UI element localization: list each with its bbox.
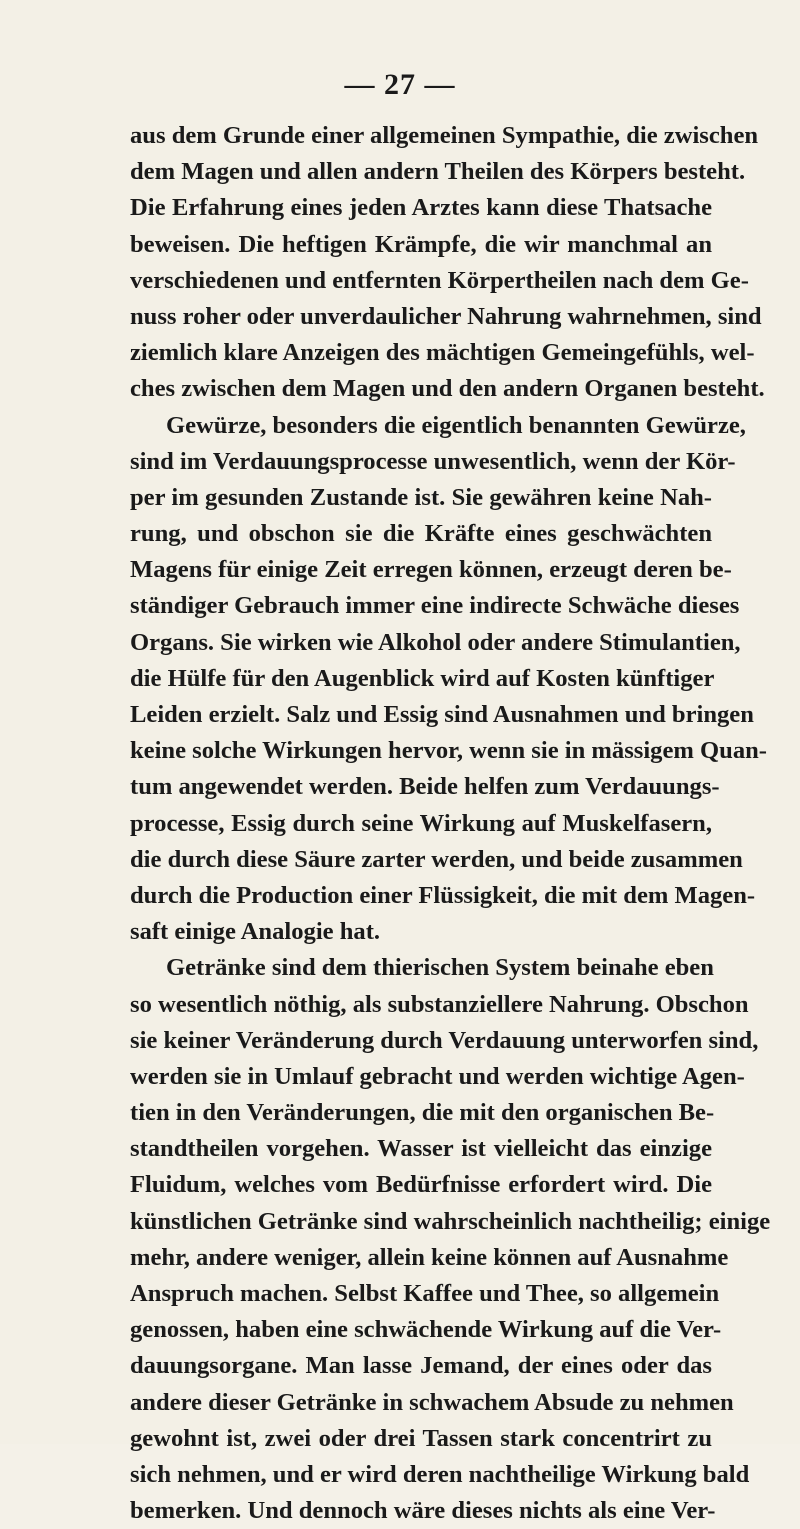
- text-line: ständiger Gebrauch immer eine indirecte Schwäche dieses: [130, 592, 740, 620]
- text-line: gewohnt ist, zwei oder drei Tassen stark concentrirt zu: [130, 1424, 712, 1452]
- text-line: sind im Verdauungsprocesse unwesentlich, wenn der Kör-: [130, 447, 736, 475]
- text-line: rung, und obschon sie die Kräfte eines geschwächten: [130, 520, 712, 548]
- text-line: Die Erfahrung eines jeden Arztes kann diese Thatsache: [130, 194, 712, 222]
- text-line: ches zwischen dem Magen und den andern Organen besteht.: [130, 375, 765, 403]
- text-line: tum angewendet werden. Beide helfen zum Verdauungs-: [130, 773, 720, 801]
- text-line: nuss roher oder unverdaulicher Nahrung wahrnehmen, sind: [130, 302, 762, 330]
- text-line: tien in den Veränderungen, die mit den organischen Be-: [130, 1099, 715, 1127]
- text-line: durch die Production einer Flüssigkeit, die mit dem Magen-: [130, 881, 756, 909]
- text-line: künstlichen Getränke sind wahrscheinlich nachtheilig; einige: [130, 1207, 771, 1235]
- text-line: saft einige Analogie hat.: [130, 918, 381, 946]
- text-line: so wesentlich nöthig, als substanziellere Nahrung. Obschon: [130, 990, 749, 1018]
- text-line: dauungsorgane. Man lasse Jemand, der eines oder das: [130, 1352, 712, 1380]
- text-line: bemerken. Und dennoch wäre dieses nichts als eine Ver-: [130, 1497, 716, 1525]
- text-line: mehr, andere weniger, allein keine können auf Ausnahme: [130, 1243, 729, 1271]
- text-line: andere dieser Getränke in schwachem Absude zu nehmen: [130, 1388, 734, 1416]
- text-line: aus dem Grunde einer allgemeinen Sympathie, die zwischen: [130, 122, 759, 149]
- text-line: Magens für einige Zeit erregen können, erzeugt deren be-: [130, 556, 732, 584]
- text-line: Leiden erzielt. Salz und Essig sind Ausnahmen und bringen: [130, 701, 754, 728]
- text-line: werden sie in Umlauf gebracht und werden wichtige Agen-: [130, 1062, 745, 1090]
- text-line: Gewürze, besonders die eigentlich benannten Gewürze,: [166, 411, 746, 439]
- page-number-header: — 27 —: [344, 68, 456, 101]
- text-line: beweisen. Die heftigen Krämpfe, die wir manchmal an: [130, 230, 712, 258]
- text-line: sie keiner Veränderung durch Verdauung unterworfen sind,: [130, 1026, 759, 1054]
- body-text: [130, 118, 771, 1529]
- text-line: dem Magen und allen andern Theilen des Körpers besteht.: [130, 158, 746, 186]
- text-line: ziemlich klare Anzeigen des mächtigen Gemeingefühls, wel-: [130, 339, 755, 367]
- text-line: standtheilen vorgehen. Wasser ist vielleicht das einzige: [130, 1135, 712, 1163]
- text-line: verschiedenen und entfernten Körpertheilen nach dem Ge-: [130, 266, 749, 294]
- text-line: keine solche Wirkungen hervor, wenn sie in mässigem Quan-: [130, 737, 767, 765]
- text-line: sich nehmen, und er wird deren nachtheilige Wirkung bald: [130, 1460, 750, 1488]
- text-line: genossen, haben eine schwächende Wirkung auf die Ver-: [130, 1316, 722, 1344]
- text-line: Organs. Sie wirken wie Alkohol oder andere Stimulantien,: [130, 628, 741, 656]
- text-line: processe, Essig durch seine Wirkung auf Muskelfasern,: [130, 809, 712, 837]
- text-line: die Hülfe für den Augenblick wird auf Kosten künftiger: [130, 664, 715, 692]
- text-line: Fluidum, welches vom Bedürfnisse erfordert wird. Die: [130, 1171, 712, 1199]
- text-line: Anspruch machen. Selbst Kaffee und Thee, so allgemein: [130, 1280, 720, 1307]
- text-line: per im gesunden Zustande ist. Sie gewähren keine Nah-: [130, 483, 712, 511]
- text-line: die durch diese Säure zarter werden, und beide zusammen: [130, 845, 743, 873]
- text-line: Getränke sind dem thierischen System beinahe eben: [166, 954, 714, 982]
